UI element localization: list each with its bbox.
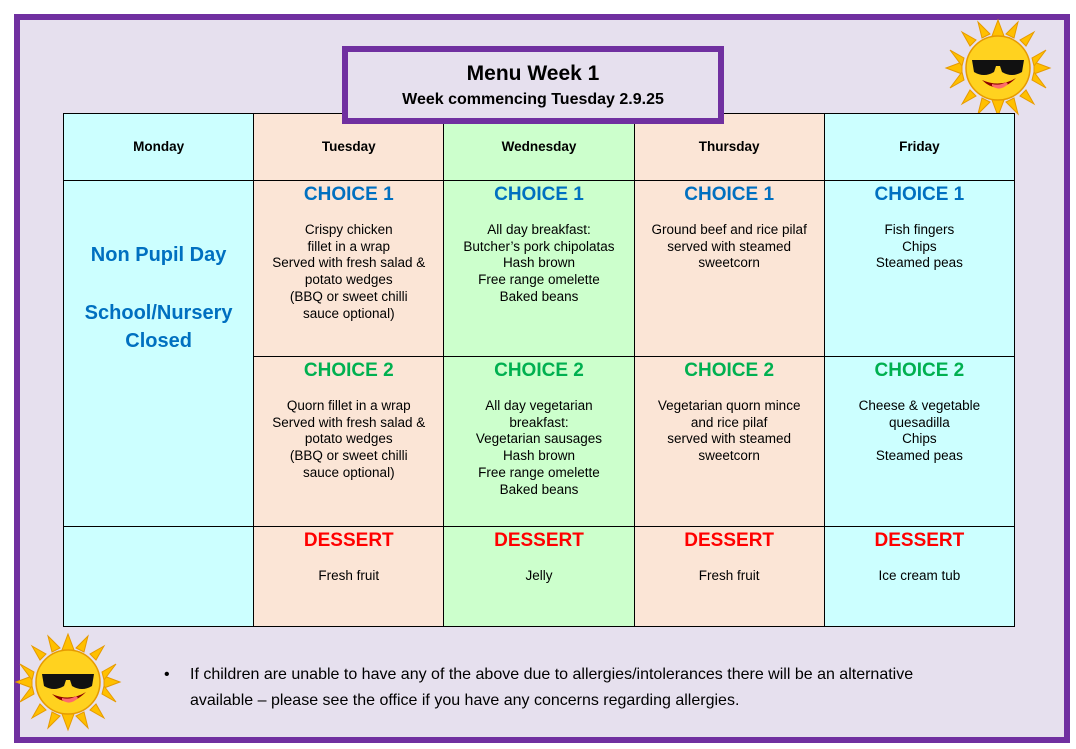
menu-line: Butcher’s pork chipolatas [463,238,615,254]
dessert-heading: DESSERT [494,530,584,551]
school-nursery: School/Nursery [84,302,233,324]
choice2-wednesday-cell [444,357,634,527]
page-subtitle: Week commencing Tuesday 2.9.25 [402,91,664,108]
closed-label: Closed [125,330,192,352]
choice1-row [64,181,1015,357]
sun-with-sunglasses-icon [12,632,124,732]
menu-line: Steamed peas [875,255,963,271]
menu-line: Chips [902,431,937,447]
choice2-heading: CHOICE 2 [494,360,584,381]
menu-line: Free range omelette [478,272,600,288]
monday-closed-cell [64,181,254,527]
menu-line: sweetcorn [698,448,760,464]
dessert-heading: DESSERT [684,530,775,551]
menu-line: Baked beans [499,288,579,304]
menu-line: All day vegetarian [485,397,593,413]
dessert-wednesday-cell [444,527,634,627]
page-title: Menu Week 1 [466,62,600,85]
choice1-tuesday-cell [254,181,444,357]
choice1-heading: CHOICE 1 [303,184,394,205]
menu-line: Chips [902,238,937,254]
menu-line: Fresh fruit [318,567,380,583]
non-pupil-day: Non Pupil Day [90,244,227,266]
menu-line: Hash brown [502,448,575,464]
menu-table [63,113,1015,627]
monday-dessert-cell [64,527,254,627]
menu-line: served with steamed [667,431,792,447]
day-friday: Friday [824,114,1014,181]
menu-line: Free range omelette [478,464,600,480]
menu-line: Quorn fillet in a wrap [286,397,411,413]
menu-line: (BBQ or sweet chilli [289,448,408,464]
menu-line: Hash brown [502,255,575,271]
allergy-note-line1: If children are unable to have any of the above due to allergies/intolerances there will be an alternative [190,666,914,683]
menu-line: Cheese & vegetable [858,397,981,413]
menu-line: Served with fresh salad & [272,255,426,271]
menu-line: Fish fingers [884,221,955,237]
choice1-friday-cell [824,181,1014,357]
menu-line: breakfast: [509,414,569,430]
menu-line: potato wedges [304,431,393,447]
menu-line: sweetcorn [698,255,760,271]
menu-line: Jelly [525,567,553,583]
choice2-heading: CHOICE 2 [874,360,965,381]
menu-line: and rice pilaf [690,414,768,430]
menu-line: potato wedges [304,272,393,288]
menu-line: Steamed peas [875,448,963,464]
choice2-heading: CHOICE 2 [684,360,775,381]
menu-line: Baked beans [499,481,579,497]
day-tuesday: Tuesday [254,114,444,181]
dessert-tuesday-cell [254,527,444,627]
sun-with-sunglasses-icon [942,18,1054,118]
choice1-wednesday-cell [444,181,634,357]
menu-line: Fresh fruit [698,567,760,583]
choice1-heading: CHOICE 1 [494,184,584,205]
allergy-note [164,662,1000,714]
bullet-icon: • [164,666,170,683]
menu-line: Ice cream tub [878,567,961,583]
menu-line: Crispy chicken [304,221,393,237]
menu-line: fillet in a wrap [307,238,391,254]
menu-line: sauce optional) [303,464,395,480]
menu-line: Vegetarian quorn mince [657,397,801,413]
menu-line: All day breakfast: [487,221,591,237]
day-wednesday: Wednesday [444,114,634,181]
title-box [342,46,724,124]
choice2-heading: CHOICE 2 [303,360,394,381]
choice2-friday-cell [824,357,1014,527]
dessert-friday-cell [824,527,1014,627]
day-monday: Monday [64,114,254,181]
choice1-heading: CHOICE 1 [874,184,965,205]
choice2-tuesday-cell [254,357,444,527]
choice1-heading: CHOICE 1 [684,184,775,205]
menu-line: sauce optional) [303,305,395,321]
menu-line: served with steamed [667,238,792,254]
day-thursday: Thursday [634,114,824,181]
choice1-thursday-cell [634,181,824,357]
dessert-heading: DESSERT [303,530,394,551]
menu-line: Served with fresh salad & [272,414,426,430]
menu-line: Vegetarian sausages [475,431,603,447]
dessert-thursday-cell [634,527,824,627]
choice2-thursday-cell [634,357,824,527]
dessert-row [64,527,1015,627]
menu-line: Ground beef and rice pilaf [651,221,807,237]
allergy-note-line2: available – please see the office if you have any concerns regarding allergies. [190,692,740,709]
menu-line: quesadilla [888,414,950,430]
menu-line: (BBQ or sweet chilli [289,288,408,304]
dessert-heading: DESSERT [874,530,965,551]
